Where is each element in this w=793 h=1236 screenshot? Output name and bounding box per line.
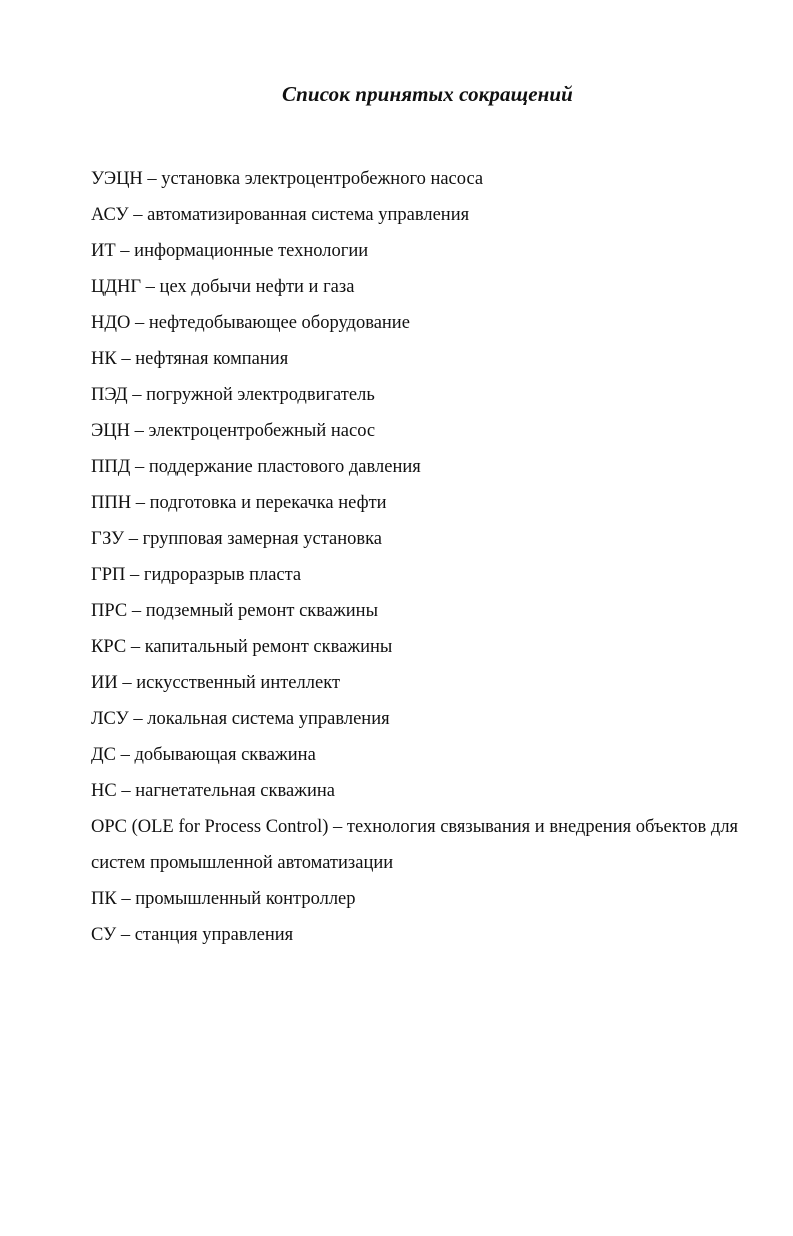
separator: – — [134, 313, 145, 333]
definition: групповая замерная установка — [142, 529, 383, 549]
list-item — [91, 809, 761, 881]
abbreviation: СУ — [91, 925, 117, 945]
abbreviation: ИИ — [91, 673, 118, 693]
abbreviation: ПК — [91, 889, 117, 909]
abbreviation: ЛСУ — [91, 709, 129, 729]
list-item — [91, 490, 761, 526]
abbreviation: ДС — [91, 745, 116, 765]
abbreviation: ПЭД — [91, 385, 128, 405]
abbreviation: АСУ — [91, 205, 129, 225]
list-item — [91, 562, 761, 598]
abbreviation: КРС — [91, 637, 127, 657]
abbreviation: ППН — [91, 493, 132, 513]
abbreviation: ГРП — [91, 565, 126, 585]
abbreviation: ГЗУ — [91, 529, 125, 549]
definition: установка электроцентробежного насоса — [161, 169, 484, 189]
separator: – — [133, 205, 143, 225]
definition: цех добычи нефти и газа — [159, 277, 355, 297]
separator: – — [121, 781, 131, 801]
definition: автоматизированная система управления — [147, 205, 470, 225]
definition: технология связывания и внедрения объектов для систем промышленной автоматизации — [91, 817, 739, 873]
separator: – — [128, 529, 138, 549]
list-item — [91, 706, 761, 742]
definition: нефтедобывающее оборудование — [148, 313, 410, 333]
definition: искусственный интеллект — [136, 673, 341, 693]
list-item — [91, 634, 761, 670]
definition: капитальный ремонт скважины — [144, 637, 393, 657]
abbreviation: ППД — [91, 457, 131, 477]
separator: – — [147, 169, 157, 189]
abbreviation-list — [91, 166, 761, 958]
list-item — [91, 742, 761, 778]
page-title: Список принятых сокращений — [282, 82, 573, 106]
separator: – — [131, 601, 142, 621]
list-item — [91, 310, 761, 346]
abbreviation: ПРС — [91, 601, 128, 621]
list-item — [91, 670, 761, 706]
list-item — [91, 454, 761, 490]
abbreviation: ЭЦН — [91, 421, 130, 441]
list-item — [91, 526, 761, 562]
list-item — [91, 346, 761, 382]
separator: – — [133, 709, 143, 729]
abbreviation: НК — [91, 349, 117, 369]
abbreviation: УЭЦН — [91, 169, 143, 189]
separator: – — [122, 673, 132, 693]
separator: – — [145, 277, 155, 297]
definition: добывающая скважина — [134, 745, 316, 765]
list-item — [91, 238, 761, 274]
abbreviation: НС — [91, 781, 117, 801]
definition: гидроразрыв пласта — [143, 565, 302, 585]
list-item — [91, 922, 761, 958]
definition: поддержание пластового давления — [148, 457, 421, 477]
definition: электроцентробежный насос — [148, 421, 376, 441]
definition: нагнетательная скважина — [135, 781, 335, 801]
abbreviation: ИТ — [91, 241, 116, 261]
abbreviation: ЦДНГ — [91, 277, 142, 297]
list-item — [91, 382, 761, 418]
definition: подземный ремонт скважины — [145, 601, 378, 621]
definition: информационные технологии — [134, 241, 369, 261]
list-item — [91, 886, 761, 922]
definition: нефтяная компания — [135, 349, 289, 369]
separator: – — [135, 493, 145, 513]
separator: – — [134, 421, 144, 441]
definition: погружной электродвигатель — [146, 385, 375, 405]
definition: станция управления — [134, 925, 294, 945]
abbreviation: НДО — [91, 313, 131, 333]
separator: – — [121, 889, 131, 909]
list-item — [91, 418, 761, 454]
separator: – — [120, 925, 131, 945]
definition: подготовка и перекачка нефти — [149, 493, 387, 513]
definition: промышленный контроллер — [135, 889, 356, 909]
separator: – — [121, 349, 131, 369]
separator: – — [130, 637, 141, 657]
separator: – — [120, 241, 130, 261]
separator: – — [333, 817, 343, 837]
separator: – — [129, 565, 140, 585]
definition: локальная система управления — [147, 709, 390, 729]
separator: – — [134, 457, 145, 477]
list-item — [91, 202, 761, 238]
list-item — [91, 274, 761, 310]
abbreviation: OPC (OLE for Process Control) — [91, 817, 329, 837]
list-item — [91, 166, 761, 202]
list-item — [91, 598, 761, 634]
separator: – — [132, 385, 142, 405]
separator: – — [120, 745, 130, 765]
